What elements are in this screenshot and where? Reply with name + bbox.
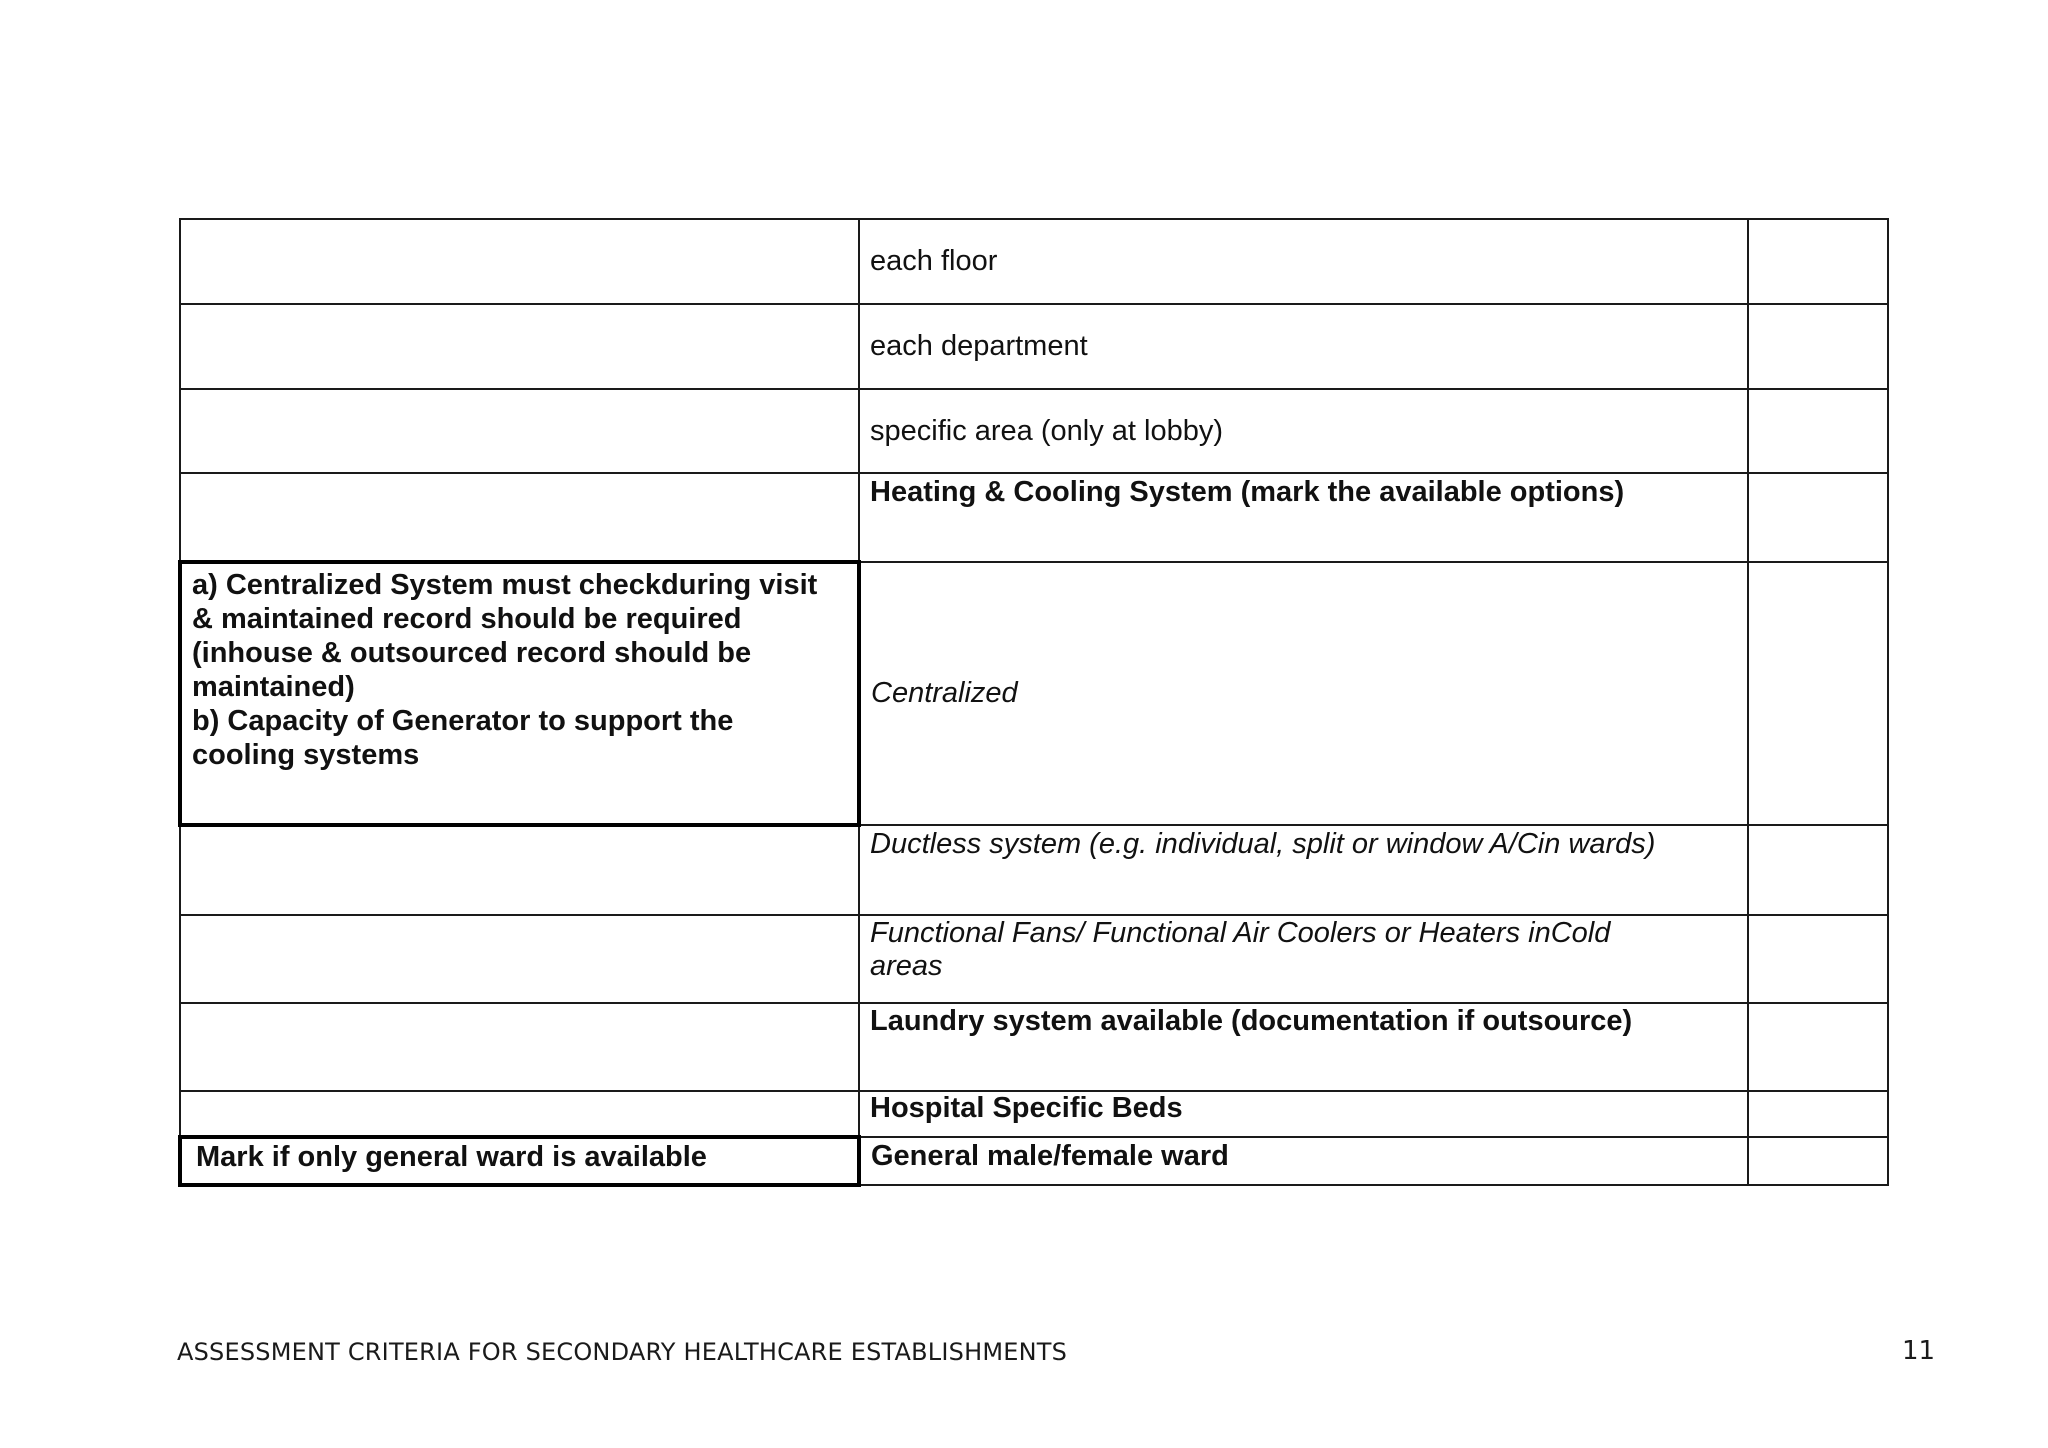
- remarks-cell: [180, 219, 859, 304]
- criteria-item-cell: [859, 1091, 1748, 1137]
- criteria-item-cell: [859, 915, 1748, 1003]
- remarks-cell: [180, 915, 859, 1003]
- criteria-item-cell: [859, 473, 1748, 562]
- criteria-item-cell: [859, 1137, 1748, 1185]
- remarks-line: b) Capacity of Generator to support the: [192, 705, 734, 737]
- criteria-item-text: Centralized: [871, 677, 1018, 709]
- table-row: [180, 473, 1888, 562]
- section-heading: Hospital Specific Beds: [870, 1092, 1183, 1124]
- mark-cell[interactable]: [1748, 1003, 1888, 1091]
- section-heading: Laundry system available (documentation if outsource): [870, 1005, 1633, 1037]
- criteria-item-cell: [859, 562, 1748, 825]
- mark-cell[interactable]: [1748, 825, 1888, 915]
- criteria-item-cell: [859, 304, 1748, 389]
- remarks-cell: [180, 304, 859, 389]
- remarks-cell: [180, 473, 859, 562]
- mark-cell[interactable]: [1748, 473, 1888, 562]
- page-number: 11: [1902, 1336, 1936, 1366]
- section-heading: Heating & Cooling System (mark the available options): [870, 476, 1625, 508]
- remarks-line: & maintained record should be required: [192, 603, 742, 635]
- mark-cell[interactable]: [1748, 1091, 1888, 1137]
- mark-cell[interactable]: [1748, 915, 1888, 1003]
- mark-cell[interactable]: [1748, 1137, 1888, 1185]
- remarks-cell: [180, 1091, 859, 1137]
- table-row: [180, 562, 1888, 825]
- remarks-line: cooling systems: [192, 739, 420, 771]
- remarks-line: maintained): [192, 671, 355, 703]
- criteria-item-cell: [859, 219, 1748, 304]
- table-row: [180, 1091, 1888, 1137]
- remarks-line: a) Centralized System must checkduring visit: [192, 569, 818, 601]
- table-row: [180, 304, 1888, 389]
- criteria-item-text: Ductless system (e.g. individual, split or window A/Cin wards): [870, 828, 1656, 860]
- mark-cell[interactable]: [1748, 562, 1888, 825]
- remarks-text: Mark if only general ward is available: [196, 1141, 707, 1173]
- remarks-line: (inhouse & outsourced record should be: [192, 637, 752, 669]
- criteria-item-text: specific area (only at lobby): [870, 414, 1223, 447]
- remarks-cell: [180, 1137, 859, 1185]
- remarks-cell: [180, 1003, 859, 1091]
- table-row: [180, 219, 1888, 304]
- mark-cell[interactable]: [1748, 389, 1888, 473]
- remarks-cell: [180, 562, 859, 825]
- table-row: [180, 825, 1888, 915]
- criteria-item-text: each floor: [870, 245, 998, 277]
- remarks-text: [182, 564, 857, 772]
- footer-title: ASSESSMENT CRITERIA FOR SECONDARY HEALTHCARE ESTABLISHMENTS: [177, 1338, 1068, 1366]
- mark-cell[interactable]: [1748, 304, 1888, 389]
- table-row: [180, 1137, 1888, 1185]
- remarks-cell: [180, 825, 859, 915]
- criteria-item-cell: [859, 389, 1748, 473]
- criteria-item-cell: [859, 825, 1748, 915]
- criteria-item-text: General male/female ward: [871, 1140, 1229, 1172]
- criteria-item-cell: [859, 1003, 1748, 1091]
- table-row: [180, 915, 1888, 1003]
- criteria-item-text: Functional Fans/ Functional Air Coolers or Heaters inCold areas: [870, 917, 1611, 982]
- mark-cell[interactable]: [1748, 219, 1888, 304]
- criteria-item-text: each department: [870, 330, 1088, 362]
- table-row: [180, 1003, 1888, 1091]
- table-row: [180, 389, 1888, 473]
- assessment-criteria-table: [178, 218, 1889, 1187]
- remarks-cell: [180, 389, 859, 473]
